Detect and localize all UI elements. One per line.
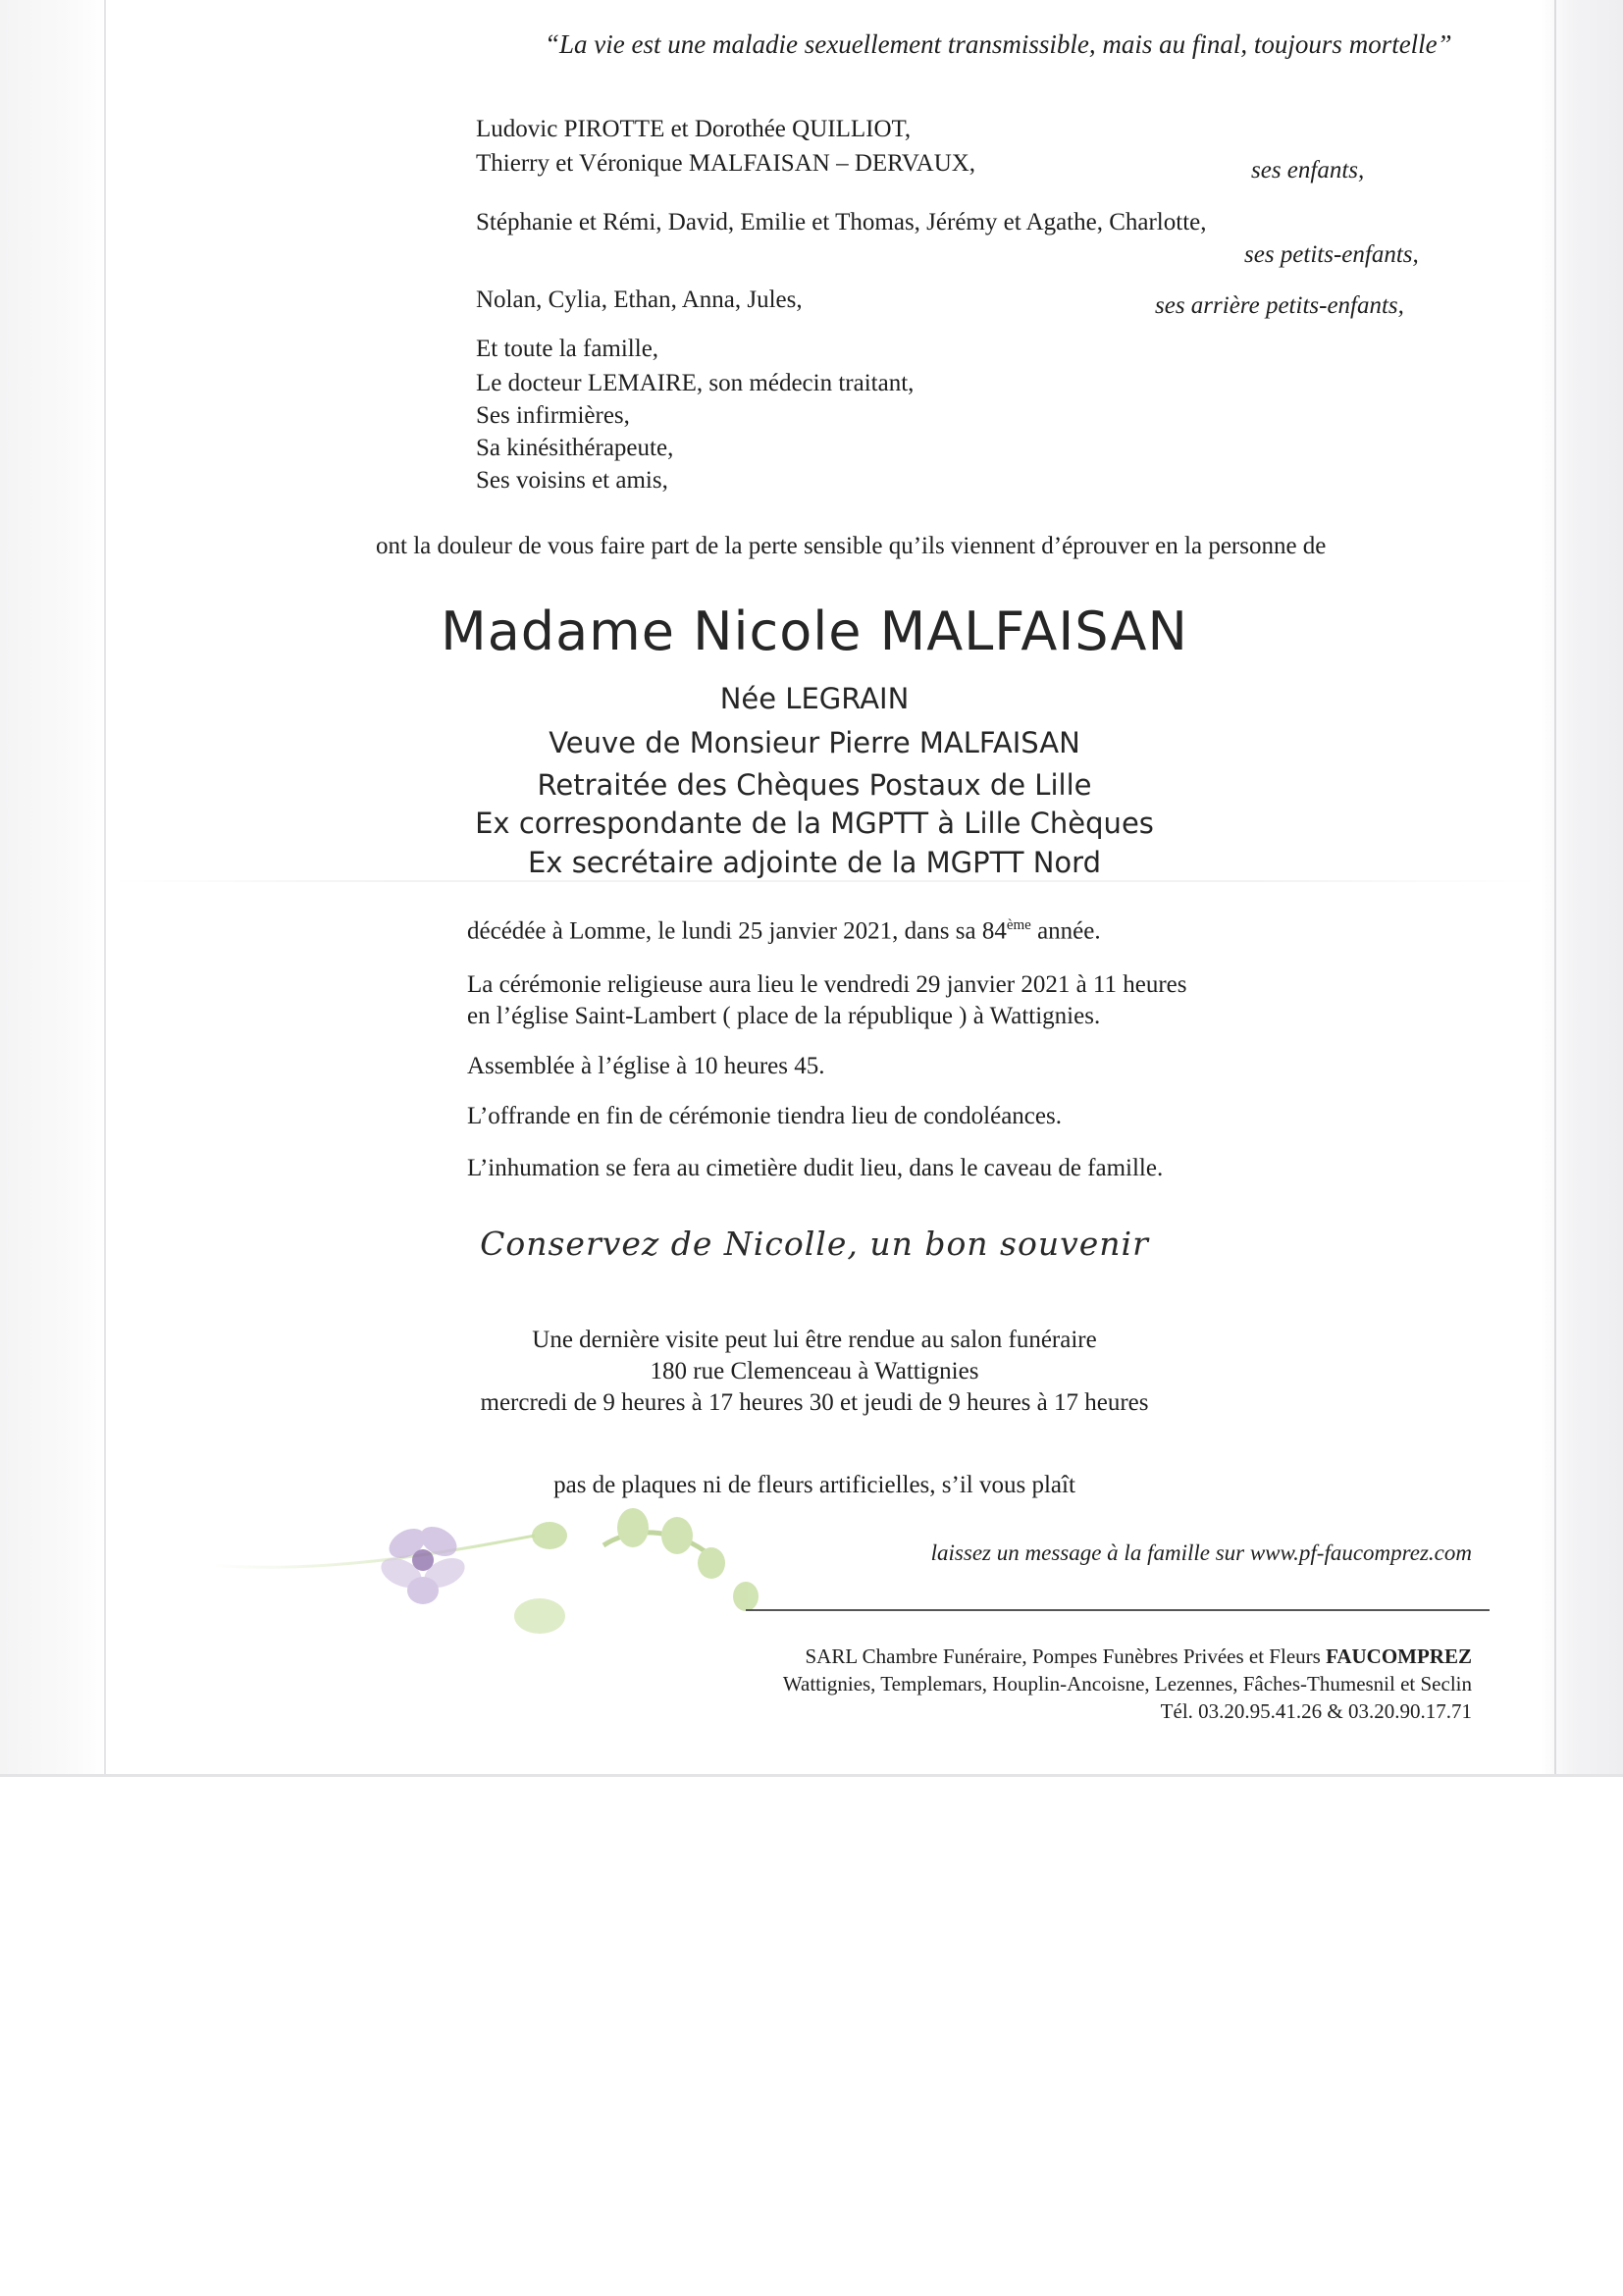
orchid-buds-shape (514, 1508, 759, 1634)
memory-line: Conservez de Nicolle, un bon souvenir (480, 1225, 1149, 1263)
ceremony-line-2: en l’église Saint-Lambert ( place de la république ) à Wattignies. (467, 1003, 1101, 1029)
family-other-line: Sa kinésithérapeute, (476, 435, 674, 461)
visit-line: Une dernière visite peut lui être rendue au salon funéraire (532, 1327, 1097, 1353)
message-link-text: laissez un message à la famille sur www.pf-faucomprez.com (930, 1540, 1472, 1565)
death-date-line (467, 917, 1101, 945)
great-grandchildren-line: Nolan, Cylia, Ethan, Anna, Jules, (476, 287, 803, 313)
assembly-line: Assemblée à l’église à 10 heures 45. (467, 1053, 825, 1079)
ceremony-line-1: La cérémonie religieuse aura lieu le vendredi 29 janvier 2021 à 11 heures (467, 971, 1187, 998)
stem-shape (211, 1536, 535, 1567)
children-role: ses enfants, (1251, 157, 1365, 183)
footer-divider (746, 1609, 1490, 1611)
deceased-name: Madame Nicole MALFAISAN (441, 600, 1188, 662)
deceased-detail-line: Ex secrétaire adjointe de la MGPTT Nord (527, 846, 1101, 879)
no-flowers-note: pas de plaques ni de fleurs artificielles, s’il vous plaît (553, 1472, 1075, 1498)
grandchildren-role: ses petits-enfants, (1244, 241, 1419, 268)
funeral-company-brand: FAUCOMPREZ (1326, 1644, 1472, 1668)
age-ordinal-suffix: ème (1006, 917, 1031, 933)
family-other-line: Le docteur LEMAIRE, son médecin traitant, (476, 370, 915, 396)
offering-line: L’offrande en fin de cérémonie tiendra lieu de condoléances. (467, 1103, 1062, 1129)
deceased-detail-line: Retraitée des Chèques Postaux de Lille (537, 768, 1092, 802)
death-date-text: décédée à Lomme, le lundi 25 janvier 2021, dans sa 84 (467, 917, 1007, 945)
children-line-2: Thierry et Véronique MALFAISAN – DERVAUX, (476, 150, 976, 177)
funeral-company-locations: Wattignies, Templemars, Houplin-Ancoisne, Lezennes, Fâches-Thumesnil et Seclin (782, 1672, 1472, 1696)
great-grandchildren-role: ses arrière petits-enfants, (1155, 292, 1404, 319)
page-bottom-edge (0, 1774, 1623, 1777)
deceased-detail-line: Veuve de Monsieur Pierre MALFAISAN (549, 726, 1080, 759)
children-line-1: Ludovic PIROTTE et Dorothée QUILLIOT, (476, 116, 912, 142)
burial-line: L’inhumation se fera au cimetière dudit lieu, dans le caveau de famille. (467, 1155, 1164, 1181)
deceased-detail-line: Ex correspondante de la MGPTT à Lille Chèques (475, 807, 1154, 840)
family-other-line: Ses voisins et amis, (476, 467, 668, 494)
epigraph-quote: “La vie est une maladie sexuellement transmissible, mais au final, toujours mortelle” (545, 29, 1452, 59)
visit-line: 180 rue Clemenceau à Wattignies (650, 1358, 979, 1384)
family-other-line: Et toute la famille, (476, 336, 659, 362)
announcement-intro: ont la douleur de vous faire part de la perte sensible qu’ils viennent d’éprouver en la personne de (376, 533, 1327, 559)
orchid-illustration (211, 1506, 780, 1639)
fold-line (108, 880, 1541, 882)
family-other-line: Ses infirmières, (476, 402, 630, 429)
deceased-detail-line: Née LEGRAIN (719, 682, 910, 715)
funeral-company-phone: Tél. 03.20.95.41.26 & 03.20.90.17.71 (1160, 1699, 1472, 1723)
death-date-end: année. (1030, 917, 1101, 945)
funeral-company-line (806, 1644, 1473, 1669)
grandchildren-line: Stéphanie et Rémi, David, Emilie et Thomas, Jérémy et Agathe, Charlotte, (476, 209, 1207, 235)
funeral-company-desc: SARL Chambre Funéraire, Pompes Funèbres Privées et Fleurs (805, 1644, 1327, 1668)
orchid-flower-shape (377, 1521, 470, 1604)
page-right-edge (1541, 0, 1623, 1776)
visit-line: mercredi de 9 heures à 17 heures 30 et jeudi de 9 heures à 17 heures (480, 1389, 1149, 1416)
page-left-margin (0, 0, 106, 1776)
